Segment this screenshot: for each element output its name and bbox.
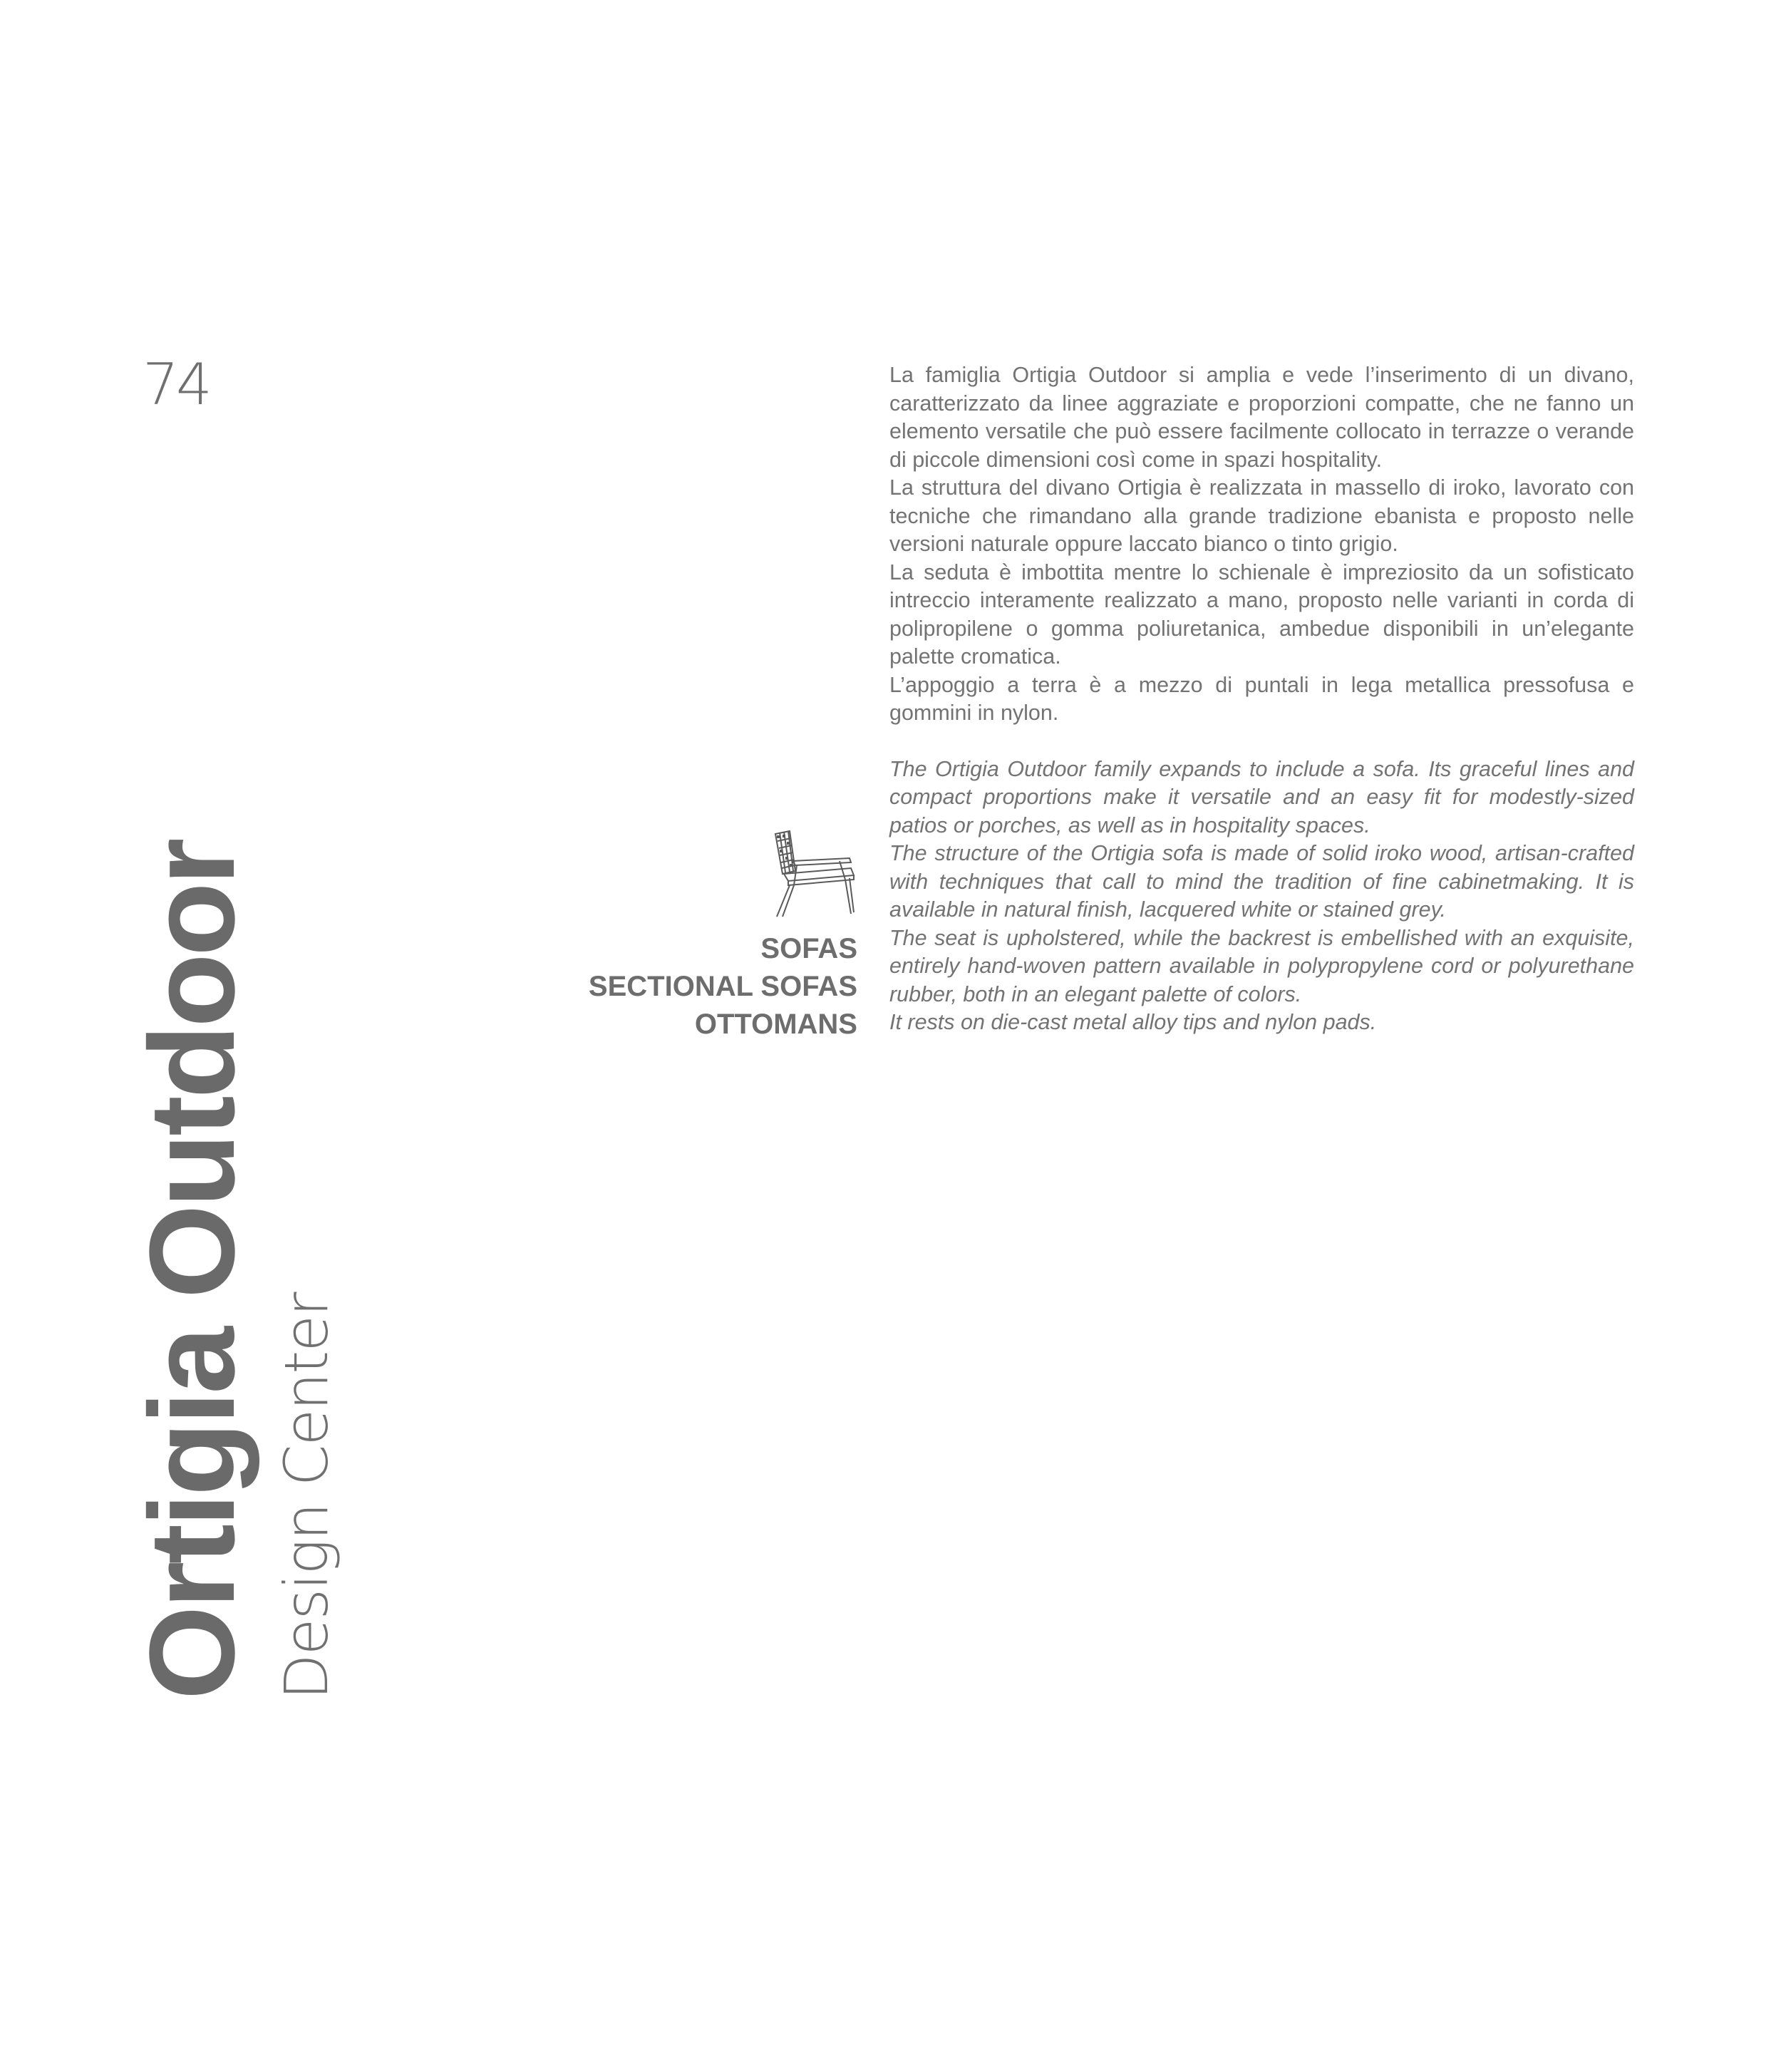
description-column	[889, 361, 1634, 1037]
italian-paragraph: L’appoggio a terra è a mezzo di puntali in lega metallica pressofusa e gommini in nylon.	[889, 672, 1634, 725]
designer-name: Design Center	[272, 1293, 341, 1700]
page-number: 74	[143, 351, 210, 418]
english-description	[889, 756, 1634, 1037]
armchair-icon	[771, 828, 858, 919]
italian-description	[889, 361, 1634, 728]
category-ottomans: OTTOMANS	[694, 1009, 857, 1040]
english-paragraph: The seat is upholstered, while the backrest is embellished with an exquisite, entirely hand-woven pattern available in polypropylene cord or polyurethane rubber, both in an elegant palette of colors.	[889, 925, 1634, 1006]
vertical-title	[125, 840, 341, 1700]
english-paragraph: It rests on die-cast metal alloy tips and nylon pads.	[889, 1010, 1377, 1034]
italian-paragraph: La struttura del divano Ortigia è realizzata in massello di iroko, lavorato con tecniche che rimandano alla grande tradizione ebanista e proposto nelle versioni naturale oppure laccato bianco o tinto grigio.	[889, 475, 1634, 556]
category-sectional-sofas: SECTIONAL SOFAS	[588, 971, 857, 1002]
english-paragraph: The Ortigia Outdoor family expands to include a sofa. Its graceful lines and compact proportions make it versatile and an easy fit for modestly-sized patios or porches, as well as in hospitality spaces.	[889, 756, 1634, 837]
category-list	[589, 930, 857, 1043]
category-sofas: SOFAS	[760, 933, 857, 964]
italian-paragraph: La seduta è imbottita mentre lo schienale è impreziosito da un sofisticato intreccio interamente realizzato a mano, proposto nelle varianti in corda di polipropilene o gomma poliuretanica, ambedue disponibili in un’elegante palette cromatica.	[889, 560, 1634, 669]
english-paragraph: The structure of the Ortigia sofa is made of solid iroko wood, artisan-crafted with techniques that call to mind the tradition of fine cabinetmaking. It is available in natural finish, lacquered white or stained grey.	[889, 841, 1634, 922]
italian-paragraph: La famiglia Ortigia Outdoor si amplia e vede l’inserimento di un divano, caratterizzato da linee aggraziate e proporzioni compatte, che ne fanno un elemento versatile che può essere facilmente collocato in terrazze o verande di piccole dimensioni così come in spazi hospitality.	[889, 363, 1634, 472]
product-title: Ortigia Outdoor	[125, 840, 260, 1700]
